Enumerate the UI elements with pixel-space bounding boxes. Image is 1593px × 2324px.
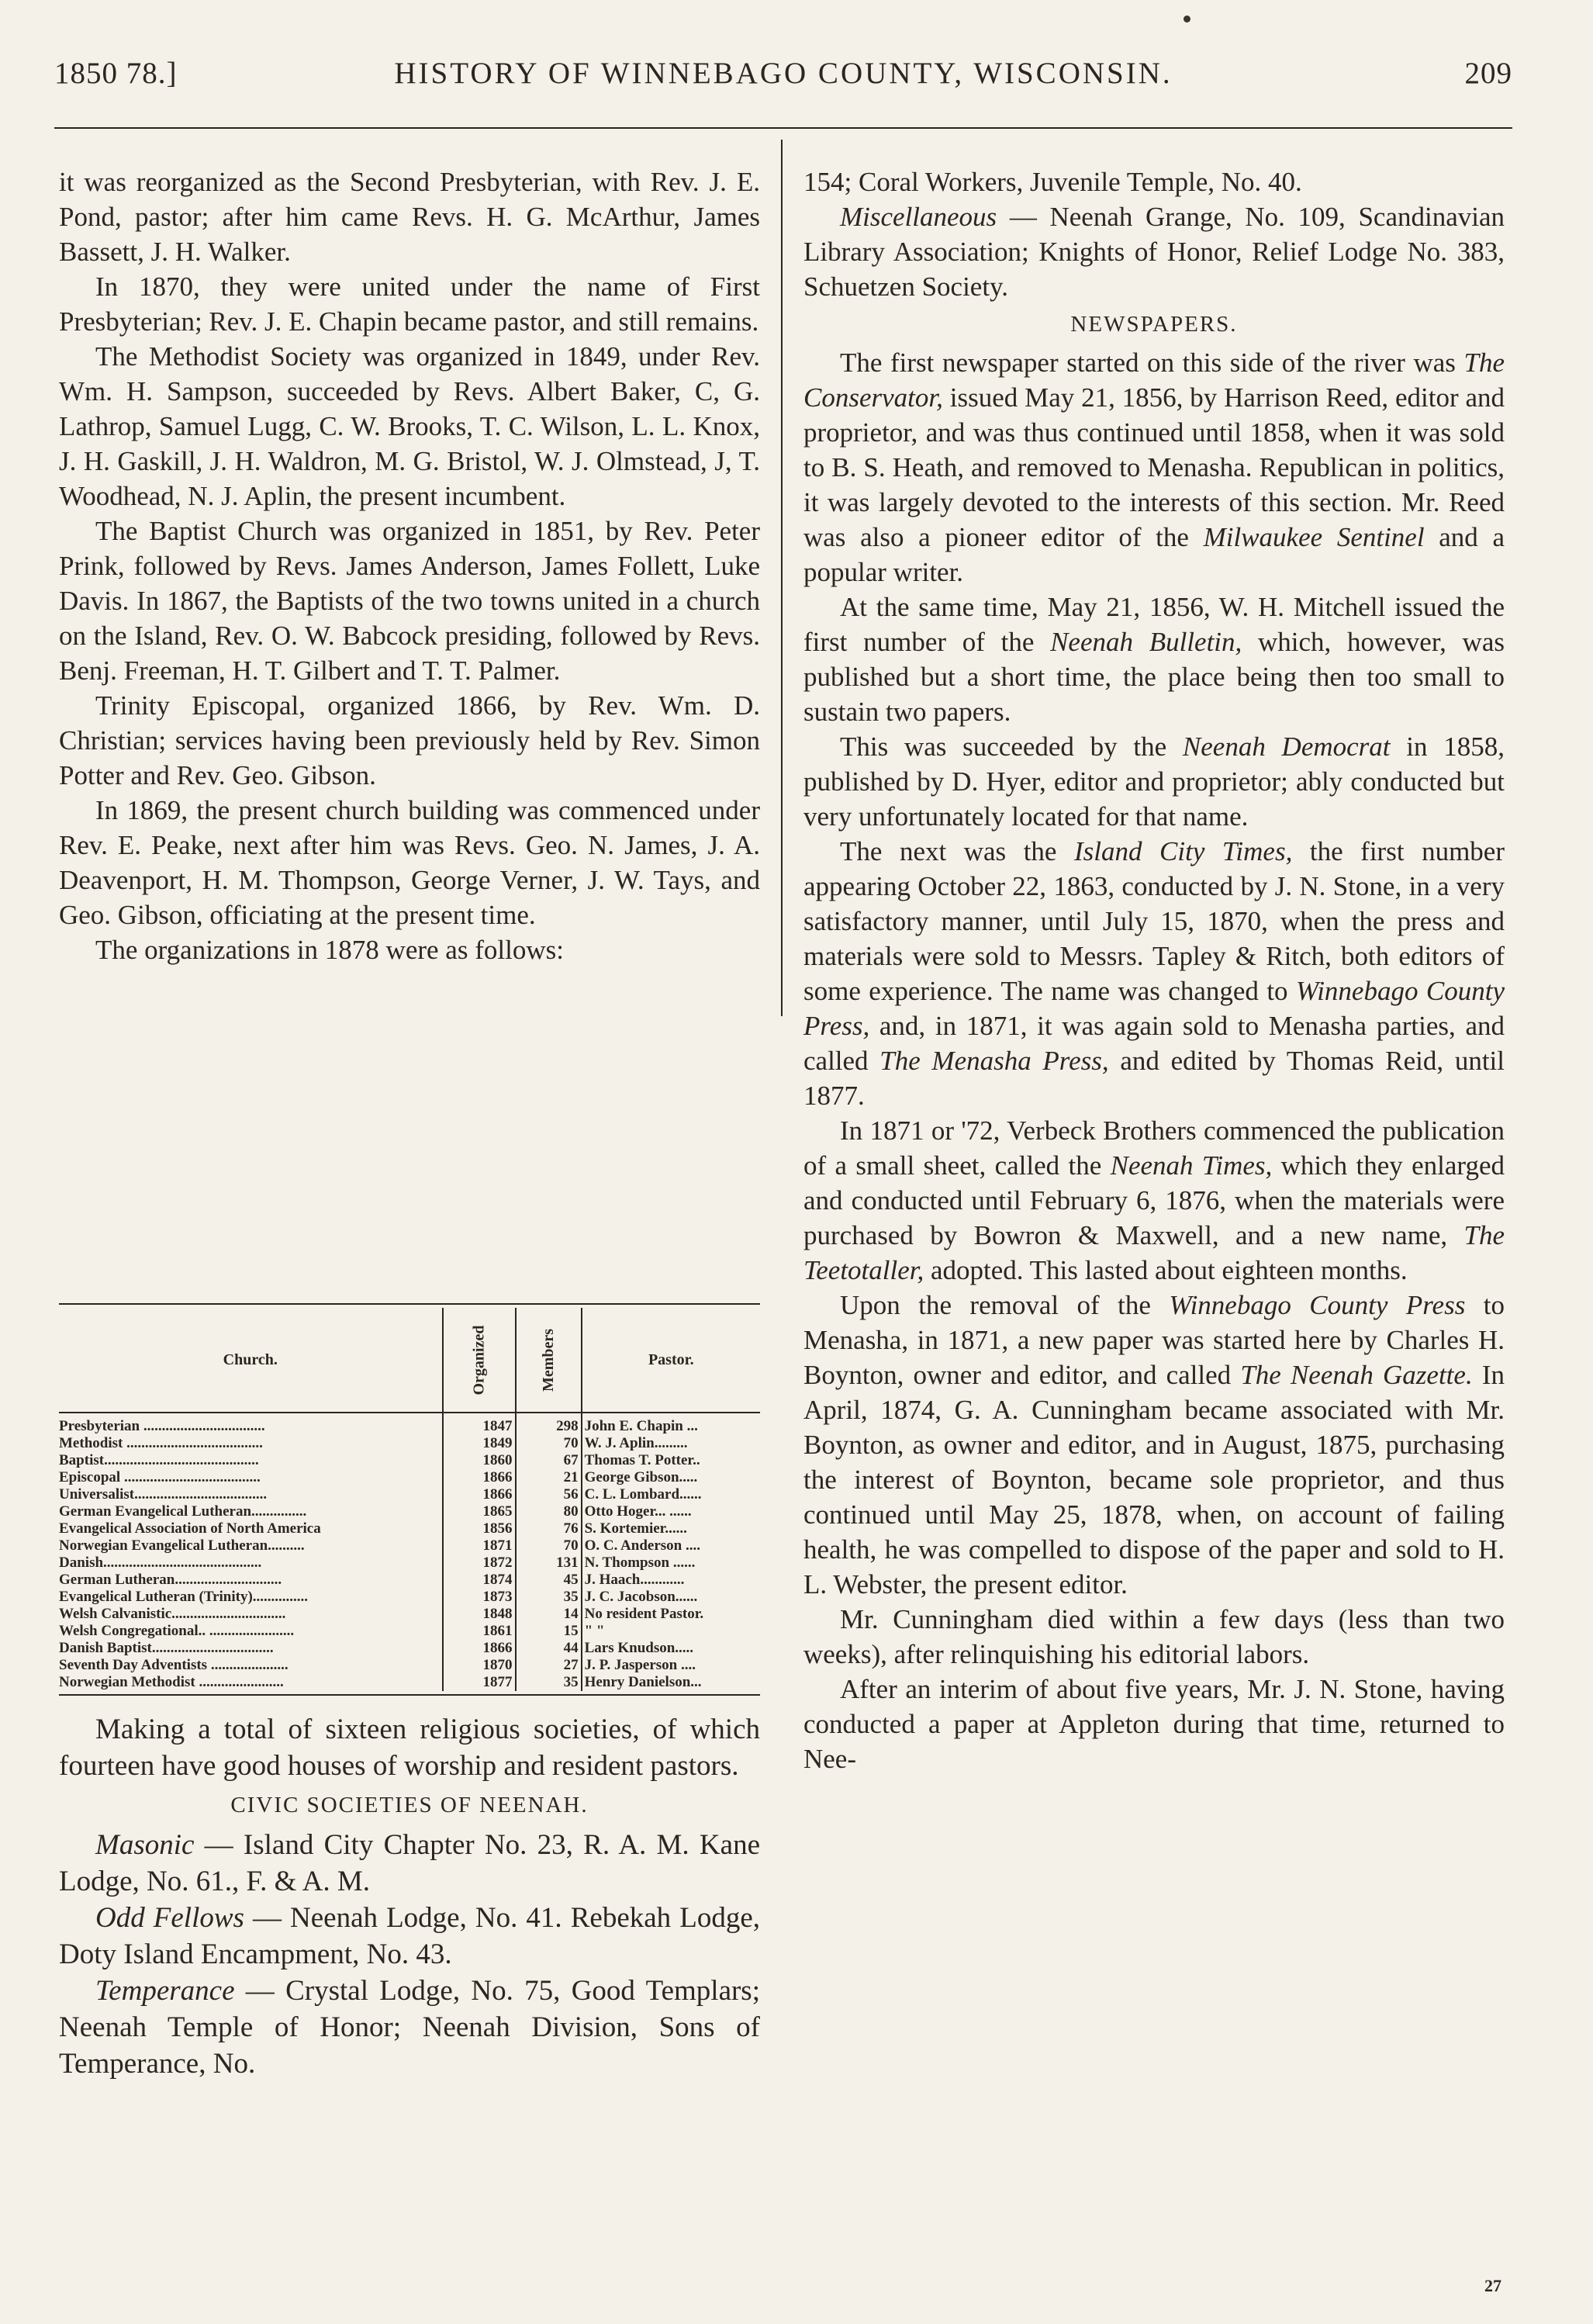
section-heading-civic: CIVIC SOCIETIES OF NEENAH. (230, 1793, 589, 1817)
cell-members: 80 (516, 1503, 582, 1520)
cell-organized: 1871 (443, 1537, 516, 1555)
paragraph: Mr. Cunningham died within a few days (less than two weeks), after relinquishing his editorial labors. (803, 1604, 1505, 1669)
paragraph: This was succeeded by the Neenah Democrat in 1858, published by D. Hyer, editor and proprietor; ably conducted but very unfortunately located for that name. (803, 731, 1505, 832)
cell-pastor: O. C. Anderson .... (582, 1537, 760, 1555)
left-column (59, 164, 760, 967)
cell-pastor: J. P. Jasperson .... (582, 1657, 760, 1674)
cell-church: Danish........................................... (59, 1555, 262, 1571)
table-row (59, 1537, 760, 1555)
cell-organized: 1874 (443, 1572, 516, 1589)
civic-entry: Odd Fellows — Neenah Lodge, No. 41. Rebekah Lodge, Doty Island Encampment, No. 43. (59, 1902, 760, 1970)
churches-table (59, 1303, 760, 1696)
cell-church: German Evangelical Lutheran............... (59, 1503, 307, 1520)
cell-pastor: No resident Pastor. (582, 1606, 760, 1623)
cell-members: 44 (516, 1640, 582, 1657)
cell-members: 35 (516, 1674, 582, 1691)
cell-organized: 1870 (443, 1657, 516, 1674)
paragraph: The organizations in 1878 were as follows: (95, 935, 564, 965)
header-rule (54, 127, 1512, 129)
cell-organized: 1856 (443, 1520, 516, 1537)
cell-organized: 1866 (443, 1469, 516, 1486)
civic-entry: Temperance — Crystal Lodge, No. 75, Good Templars; Neenah Temple of Honor; Neenah Division, Sons of Temperance, No. (59, 1975, 760, 2080)
col-header-members: Members (516, 1308, 582, 1413)
col-header-organized: Organized (443, 1308, 516, 1413)
cell-pastor: J. Haach............ (582, 1572, 760, 1589)
table-row (59, 1435, 760, 1452)
cell-pastor: W. J. Aplin......... (582, 1435, 760, 1452)
table-bottom-rule (59, 1694, 760, 1696)
cell-church: German Lutheran............................. (59, 1572, 282, 1588)
table-row (59, 1520, 760, 1537)
table-row (59, 1413, 760, 1435)
col-header-church: Church. (59, 1308, 443, 1413)
table-top-rule (59, 1303, 760, 1305)
cell-organized: 1849 (443, 1435, 516, 1452)
cell-members: 56 (516, 1486, 582, 1503)
cell-organized: 1847 (443, 1413, 516, 1435)
cell-organized: 1873 (443, 1589, 516, 1606)
cell-pastor: S. Kortemier...... (582, 1520, 760, 1537)
paragraph: 154; Coral Workers, Juvenile Temple, No. 40. (803, 167, 1302, 197)
table-row (59, 1589, 760, 1606)
table-row (59, 1623, 760, 1640)
cell-church: Evangelical Association of North America (59, 1520, 321, 1537)
cell-members: 76 (516, 1520, 582, 1537)
cell-church: Danish Baptist................................. (59, 1640, 274, 1656)
signature-mark: 27 (1484, 2276, 1501, 2295)
paragraph: The Methodist Society was organized in 1849, under Rev. Wm. H. Sampson, succeeded by Revs. Albert Baker, C, G. Lathrop, Samuel Lugg, C. W. Brooks, T. C. Wilson, L. L. Knox, J. H. Gaskill, J. H. Waldron, M. G. Bristol, W. J. Olmstead, J, T. Woodhead, N. J. Aplin, the present incumbent. (59, 341, 760, 511)
cell-members: 70 (516, 1435, 582, 1452)
paragraph: The Baptist Church was organized in 1851, by Rev. Peter Prink, followed by Revs. James Anderson, James Follett, Luke Davis. In 1867, the Baptists of the two towns united in a church on the Island, Rev. O. W. Babcock presiding, followed by Revs. Benj. Freeman, H. T. Gilbert and T. T. Palmer. (59, 516, 760, 686)
cell-members: 131 (516, 1555, 582, 1572)
col-header-pastor: Pastor. (582, 1308, 760, 1413)
table-row (59, 1606, 760, 1623)
cell-organized: 1872 (443, 1555, 516, 1572)
page-title: HISTORY OF WINNEBAGO COUNTY, WISCONSIN. (394, 57, 1173, 90)
civic-label: Odd Fellows (95, 1902, 244, 1934)
paragraph: Trinity Episcopal, organized 1866, by Rev. Wm. D. Christian; services having been previously held by Rev. Simon Potter and Rev. Geo. Gibson. (59, 690, 760, 790)
civic-entry: Masonic — Island City Chapter No. 23, R. A. M. Kane Lodge, No. 61., F. & A. M. (59, 1829, 760, 1897)
cell-organized: 1848 (443, 1606, 516, 1623)
paragraph: In 1869, the present church building was commenced under Rev. E. Peake, next after him was Revs. Geo. N. James, J. A. Deavenport, H. M. Thompson, George Verner, J. W. Tays, and Geo. Gibson, officiating at the present time. (59, 795, 760, 930)
table-row (59, 1572, 760, 1589)
cell-members: 27 (516, 1657, 582, 1674)
running-header (54, 56, 1512, 102)
cell-members: 15 (516, 1623, 582, 1640)
cell-organized: 1877 (443, 1674, 516, 1691)
cell-members: 14 (516, 1606, 582, 1623)
paragraph: The next was the Island City Times, the first number appearing October 22, 1863, conducted by J. N. Stone, in a very satisfactory manner, until July 15, 1870, when the press and materials were sold to Messrs. Tapley & Ritch, both editors of some experience. The name was changed to Winnebago County Press, and, in 1871, it was again sold to Menasha parties, and called The Menasha Press, and edited by Thomas Reid, until 1877. (803, 836, 1505, 1111)
cell-church: Universalist.................................... (59, 1486, 268, 1503)
table-row (59, 1469, 760, 1486)
cell-pastor: Otto Hoger... ...... (582, 1503, 760, 1520)
paragraph: The first newspaper started on this side of the river was The Conservator, issued May 21, 1856, by Harrison Reed, editor and proprietor, and was thus continued until 1858, when it was sold to B. S. Heath, and removed to Menasha. Republican in politics, it was largely devoted to the interests of this section. Mr. Reed was also a pioneer editor of the Milwaukee Sentinel and a popular writer. (803, 348, 1505, 587)
cell-pastor: Lars Knudson..... (582, 1640, 760, 1657)
table-row (59, 1555, 760, 1572)
header-years: 1850 78.] (54, 57, 178, 90)
table-row (59, 1640, 760, 1657)
table-row (59, 1657, 760, 1674)
cell-organized: 1860 (443, 1452, 516, 1469)
cell-members: 45 (516, 1572, 582, 1589)
speck-mark (1184, 16, 1190, 22)
civic-label: Temperance (95, 1975, 235, 2007)
table-row (59, 1674, 760, 1691)
cell-church: Norwegian Methodist ....................... (59, 1674, 284, 1690)
cell-church: Episcopal ..................................... (59, 1469, 261, 1485)
left-column-continued (59, 1711, 760, 2082)
cell-organized: 1865 (443, 1503, 516, 1520)
cell-pastor: C. L. Lombard...... (582, 1486, 760, 1503)
paragraph: At the same time, May 21, 1856, W. H. Mitchell issued the first number of the Neenah Bulletin, which, however, was published but a short time, the place being then too small to sustain two papers. (803, 592, 1505, 727)
cell-church: Norwegian Evangelical Lutheran.......... (59, 1537, 305, 1554)
cell-members: 35 (516, 1589, 582, 1606)
cell-church: Welsh Calvanistic............................... (59, 1606, 286, 1622)
cell-pastor: N. Thompson ...... (582, 1555, 760, 1572)
cell-pastor: " " (582, 1623, 760, 1640)
cell-members: 298 (516, 1413, 582, 1435)
cell-church: Evangelical Lutheran (Trinity)............... (59, 1589, 309, 1605)
cell-church: Seventh Day Adventists ..................... (59, 1657, 289, 1673)
paragraph: Upon the removal of the Winnebago County Press to Menasha, in 1871, a new paper was started here by Charles H. Boynton, owner and editor, and called The Neenah Gazette. In April, 1874, G. A. Cunningham became associated with Mr. Boynton, as owner and editor, and in August, 1875, purchasing the interest of Boynton, became sole proprietor, and thus continued until May 25, 1878, when, on account of failing health, he was compelled to dispose of the paper and sold to H. L. Webster, the present editor. (803, 1290, 1505, 1599)
cell-members: 70 (516, 1537, 582, 1555)
paragraph: In 1870, they were united under the name of First Presbyterian; Rev. J. E. Chapin became pastor, and still remains. (59, 271, 760, 337)
cell-church: Baptist.......................................... (59, 1452, 259, 1468)
cell-church: Welsh Congregational.. ....................... (59, 1623, 295, 1639)
paragraph: Miscellaneous — Neenah Grange, No. 109, Scandinavian Library Association; Knights of Honor, Relief Lodge No. 383, Schuetzen Society. (803, 202, 1505, 302)
paragraph: In 1871 or '72, Verbeck Brothers commenced the publication of a small sheet, called the Neenah Times, which they enlarged and conducted until February 6, 1876, when the materials were purchased by Bowron & Maxwell, and a new name, The Teetotaller, adopted. This lasted about eighteen months. (803, 1115, 1505, 1285)
cell-pastor: Henry Danielson... (582, 1674, 760, 1691)
paragraph: Making a total of sixteen religious societies, of which fourteen have good houses of worship and resident pastors. (59, 1714, 760, 1782)
cell-pastor: George Gibson..... (582, 1469, 760, 1486)
cell-organized: 1866 (443, 1640, 516, 1657)
page-number: 209 (1464, 57, 1512, 90)
table-row (59, 1503, 760, 1520)
cell-church: Presbyterian ................................. (59, 1418, 265, 1434)
column-divider (781, 140, 783, 1016)
table-row (59, 1486, 760, 1503)
paragraph: it was reorganized as the Second Presbyterian, with Rev. J. E. Pond, pastor; after him came Revs. H. G. McArthur, James Bassett, J. H. Walker. (59, 167, 760, 267)
cell-organized: 1861 (443, 1623, 516, 1640)
table-row (59, 1452, 760, 1469)
cell-church: Methodist ..................................... (59, 1435, 263, 1451)
cell-pastor: J. C. Jacobson...... (582, 1589, 760, 1606)
cell-organized: 1866 (443, 1486, 516, 1503)
cell-members: 67 (516, 1452, 582, 1469)
section-heading-newspapers: NEWSPAPERS. (1070, 312, 1238, 337)
cell-pastor: Thomas T. Potter.. (582, 1452, 760, 1469)
cell-pastor: John E. Chapin ... (582, 1413, 760, 1435)
right-column (803, 164, 1505, 1776)
paragraph: After an interim of about five years, Mr. J. N. Stone, having conducted a paper at Appleton during that time, returned to Nee- (803, 1674, 1505, 1774)
civic-label: Masonic (95, 1829, 195, 1861)
cell-members: 21 (516, 1469, 582, 1486)
